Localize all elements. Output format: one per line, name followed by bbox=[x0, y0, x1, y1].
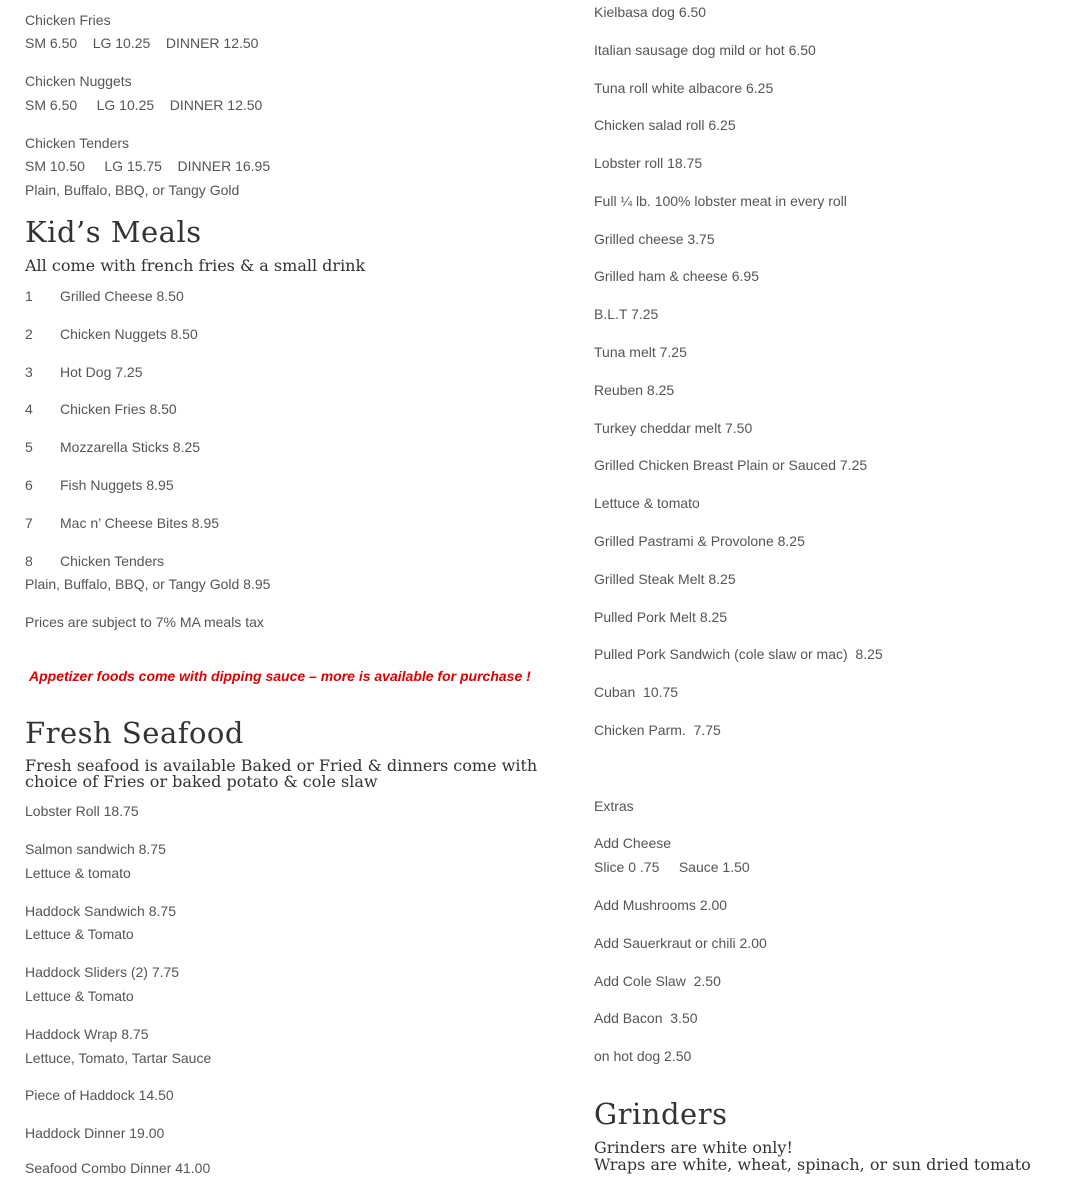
sandwich-item: Grilled Pastrami & Provolone 8.25 bbox=[594, 533, 805, 549]
seafood-item: Seafood Combo Dinner 41.00 bbox=[25, 1160, 211, 1176]
tax-note: Prices are subject to 7% MA meals tax bbox=[25, 614, 264, 630]
kids-item-number: 6 bbox=[25, 477, 33, 493]
kids-item-label: Fish Nuggets 8.95 bbox=[60, 477, 174, 493]
kids-item-number: 2 bbox=[25, 326, 33, 342]
kids-meals-heading: Kid’s Meals bbox=[25, 215, 202, 249]
sandwich-item: Kielbasa dog 6.50 bbox=[594, 4, 707, 20]
seafood-item-detail: Lettuce & Tomato bbox=[25, 988, 134, 1004]
seafood-item: Haddock Sandwich 8.75 bbox=[25, 903, 176, 919]
seafood-item: Salmon sandwich 8.75 bbox=[25, 841, 166, 857]
extras-item: Add Mushrooms 2.00 bbox=[594, 897, 728, 913]
sandwich-item: Italian sausage dog mild or hot 6.50 bbox=[594, 42, 816, 58]
grinders-heading: Grinders bbox=[594, 1097, 728, 1131]
kids-item bbox=[25, 513, 219, 533]
chicken-nuggets-prices: SM 6.50 LG 10.25 DINNER 12.50 bbox=[25, 97, 263, 113]
kids-item-label: Mac n’ Cheese Bites 8.95 bbox=[60, 515, 220, 531]
kids-item bbox=[25, 437, 200, 457]
chicken-fries-prices: SM 6.50 LG 10.25 DINNER 12.50 bbox=[25, 35, 259, 51]
kids-item-label: Grilled Cheese 8.50 bbox=[60, 288, 184, 304]
kids-item-number: 4 bbox=[25, 401, 33, 417]
extras-item: Add Sauerkraut or chili 2.00 bbox=[594, 935, 767, 951]
seafood-item: Haddock Wrap 8.75 bbox=[25, 1026, 149, 1042]
kids-item bbox=[25, 551, 164, 571]
extras-item: Add Bacon 3.50 bbox=[594, 1010, 698, 1026]
extras-add-cheese: Add Cheese bbox=[594, 835, 672, 851]
chicken-nuggets-name: Chicken Nuggets bbox=[25, 73, 132, 89]
seafood-item: Piece of Haddock 14.50 bbox=[25, 1087, 174, 1103]
sandwich-item: Tuna melt 7.25 bbox=[594, 344, 687, 360]
sandwich-item: Chicken salad roll 6.25 bbox=[594, 117, 736, 133]
kids-item bbox=[25, 362, 143, 382]
seafood-item-detail: Lettuce, Tomato, Tartar Sauce bbox=[25, 1050, 212, 1066]
kids-item-label: Chicken Fries 8.50 bbox=[60, 401, 177, 417]
seafood-item: Haddock Dinner 19.00 bbox=[25, 1125, 165, 1141]
extras-item: on hot dog 2.50 bbox=[594, 1048, 692, 1064]
kids-item-label: Mozzarella Sticks 8.25 bbox=[60, 439, 201, 455]
kids-item-number: 8 bbox=[25, 553, 33, 569]
grinders-note-line1: Grinders are white only! bbox=[594, 1138, 793, 1157]
grinders-note-line2: Wraps are white, wheat, spinach, or sun dried tomato bbox=[594, 1155, 1031, 1174]
sandwich-item: Lobster roll 18.75 bbox=[594, 155, 703, 171]
extras-heading: Extras bbox=[594, 798, 634, 814]
fresh-seafood-heading: Fresh Seafood bbox=[25, 716, 244, 750]
kids-item-label: Chicken Tenders bbox=[60, 553, 165, 569]
kids-item bbox=[25, 399, 177, 419]
kids-item-label: Hot Dog 7.25 bbox=[60, 364, 143, 380]
sandwich-item-detail: Lettuce & tomato bbox=[594, 495, 700, 511]
seafood-subheading-line2: choice of Fries or baked potato & cole slaw bbox=[25, 772, 378, 791]
sandwich-item: Reuben 8.25 bbox=[594, 382, 675, 398]
chicken-tenders-name: Chicken Tenders bbox=[25, 135, 130, 151]
sandwich-item: Turkey cheddar melt 7.50 bbox=[594, 420, 753, 436]
sandwich-item: Grilled Chicken Breast Plain or Sauced 7.25 bbox=[594, 457, 868, 473]
kids-meals-subheading: All come with french fries & a small drink bbox=[25, 256, 366, 275]
extras-cheese-prices: Slice 0 .75 Sauce 1.50 bbox=[594, 859, 750, 875]
sandwich-item: Pulled Pork Sandwich (cole slaw or mac) 8.25 bbox=[594, 646, 883, 662]
chicken-tenders-prices: SM 10.50 LG 15.75 DINNER 16.95 bbox=[25, 158, 271, 174]
kids-tenders-options: Plain, Buffalo, BBQ, or Tangy Gold 8.95 bbox=[25, 576, 271, 592]
kids-item bbox=[25, 475, 174, 495]
kids-item bbox=[25, 286, 184, 306]
sandwich-item: Tuna roll white albacore 6.25 bbox=[594, 80, 774, 96]
sandwich-item: Pulled Pork Melt 8.25 bbox=[594, 609, 728, 625]
seafood-item: Haddock Sliders (2) 7.75 bbox=[25, 964, 180, 980]
seafood-item-detail: Lettuce & tomato bbox=[25, 865, 131, 881]
kids-item-label: Chicken Nuggets 8.50 bbox=[60, 326, 198, 342]
chicken-fries-name: Chicken Fries bbox=[25, 12, 111, 28]
sandwich-item: Grilled Steak Melt 8.25 bbox=[594, 571, 736, 587]
kids-item bbox=[25, 324, 198, 344]
kids-item-number: 1 bbox=[25, 288, 33, 304]
kids-item-number: 5 bbox=[25, 439, 33, 455]
seafood-item-detail: Lettuce & Tomato bbox=[25, 926, 134, 942]
sandwich-item: B.L.T 7.25 bbox=[594, 306, 659, 322]
seafood-item: Lobster Roll 18.75 bbox=[25, 803, 139, 819]
kids-item-number: 3 bbox=[25, 364, 33, 380]
sandwich-item: Cuban 10.75 bbox=[594, 684, 679, 700]
extras-item: Add Cole Slaw 2.50 bbox=[594, 973, 721, 989]
appetizer-notice: Appetizer foods come with dipping sauce – more is available for purchase ! bbox=[29, 668, 531, 684]
sandwich-item-detail: Full ¼ lb. 100% lobster meat in every roll bbox=[594, 193, 847, 209]
sandwich-item: Grilled cheese 3.75 bbox=[594, 231, 715, 247]
sandwich-item: Grilled ham & cheese 6.95 bbox=[594, 268, 759, 284]
chicken-tenders-options: Plain, Buffalo, BBQ, or Tangy Gold bbox=[25, 182, 240, 198]
sandwich-item: Chicken Parm. 7.75 bbox=[594, 722, 721, 738]
seafood-subheading-line1: Fresh seafood is available Baked or Fried & dinners come with bbox=[25, 756, 538, 775]
kids-item-number: 7 bbox=[25, 515, 33, 531]
